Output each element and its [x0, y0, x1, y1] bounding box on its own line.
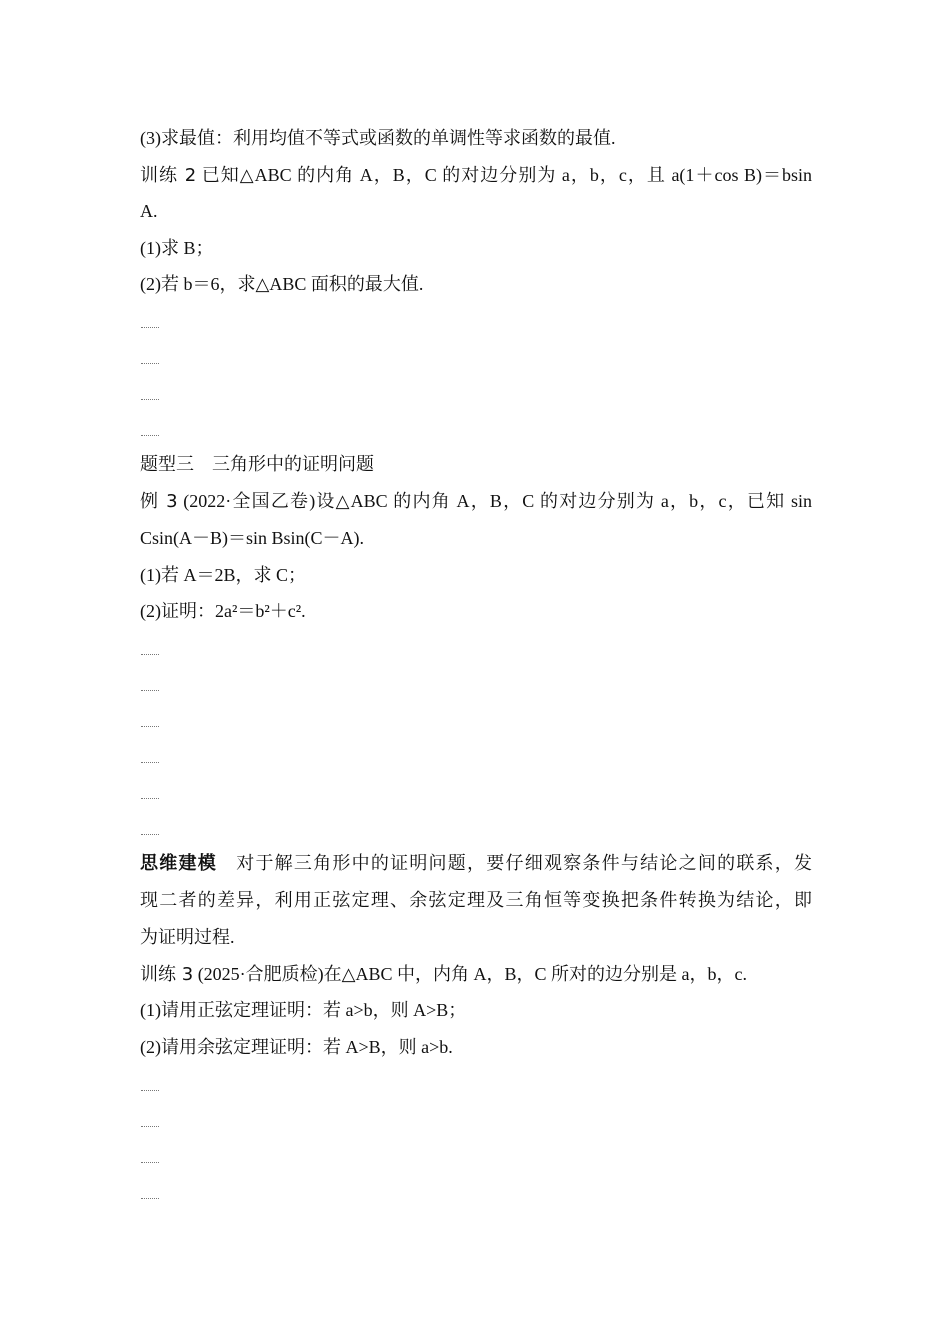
- training3-question1: (1)请用正弦定理证明：若 a>b，则 A>B；: [140, 1000, 467, 1020]
- training2-question1: (1)求 B；: [140, 238, 214, 258]
- modeling-line3: 为证明过程.: [140, 927, 235, 947]
- modeling-label: 思维建模: [140, 853, 217, 874]
- answer-blank-line: [141, 363, 159, 364]
- answer-blank-line: [141, 1162, 159, 1163]
- answer-blank-line: [141, 1126, 159, 1127]
- example3-stem: (2022·全国乙卷)设△ABC 的内角 A，B，C 的对边分别为 a，b，c，已知 sin: [183, 491, 812, 511]
- example3-label: 例 3: [140, 491, 178, 512]
- training3-line1: [140, 962, 812, 986]
- training3-question2: (2)请用余弦定理证明：若 A>B，则 a>b.: [140, 1037, 453, 1057]
- step3-text: (3)求最值：利用均值不等式或函数的单调性等求函数的最值.: [140, 128, 616, 148]
- answer-blank-line: [141, 726, 159, 727]
- example3-question1: (1)若 A＝2B，求 C；: [140, 565, 306, 585]
- example3-question2: (2)证明：2a²＝b²＋c².: [140, 601, 306, 621]
- answer-blank-line: [141, 690, 159, 691]
- answer-blank-line: [141, 1198, 159, 1199]
- example3-line1: [140, 489, 812, 513]
- modeling-line1: [140, 851, 812, 875]
- modeling-text: 对于解三角形中的证明问题，要仔细观察条件与结论之间的联系，发: [236, 853, 813, 873]
- answer-blank-line: [141, 798, 159, 799]
- section3-heading: 题型三 三角形中的证明问题: [140, 454, 374, 474]
- training3-label: 训练 3: [140, 964, 194, 985]
- example3-line2: Csin(A－B)＝sin Bsin(C－A).: [140, 528, 365, 548]
- training2-stem: 已知△ABC 的内角 A，B，C 的对边分别为 a，b，c，且 a(1＋cos B)＝bsin: [201, 165, 812, 185]
- answer-blank-line: [141, 399, 159, 400]
- answer-blank-line: [141, 654, 159, 655]
- answer-blank-line: [141, 327, 159, 328]
- answer-blank-line: [141, 834, 159, 835]
- training3-stem: (2025·合肥质检)在△ABC 中，内角 A，B，C 所对的边分别是 a，b，c.: [197, 964, 748, 984]
- training2-line2: A.: [140, 201, 158, 221]
- answer-blank-line: [141, 435, 159, 436]
- training2-line1: [140, 163, 812, 187]
- answer-blank-line: [141, 762, 159, 763]
- training2-label: 训练 2: [140, 165, 197, 186]
- training2-question2: (2)若 b＝6，求△ABC 面积的最大值.: [140, 274, 424, 294]
- modeling-line2: 现二者的差异，利用正弦定理、余弦定理及三角恒等变换把条件转换为结论，即: [140, 890, 812, 910]
- answer-blank-line: [141, 1090, 159, 1091]
